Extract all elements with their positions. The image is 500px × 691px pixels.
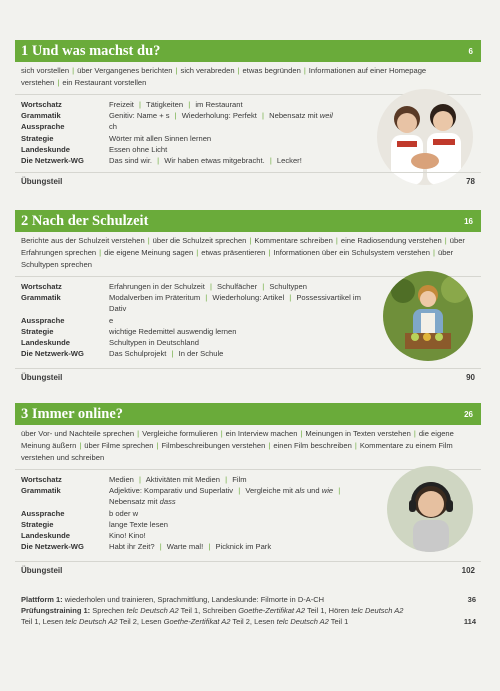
row-label: Strategie [21,133,54,143]
goal-item: einen Film beschreiben [273,441,352,450]
chapter-1 [15,40,481,186]
row-label: Wortschatz [21,100,62,109]
goal-item: über Vergangenes berichten [77,66,173,75]
separator: | [354,441,357,450]
row-label: Landeskunde [21,531,70,541]
goal-item: über Filme sprechen [84,441,154,450]
separator: | [300,429,303,438]
chapter-goals [15,425,481,470]
row-label: Grammatik [21,486,61,496]
goal-item: über Schultypen sprechen [21,248,454,269]
goal-item: Vergleiche formulieren [142,429,218,438]
row-label: Grammatik [21,293,61,303]
separator: | [432,248,435,257]
separator: | [57,78,60,87]
goal-item: die eigene Meinung äußern [21,429,454,450]
separator: | [268,248,271,257]
pruefung-text: Sprechen telc Deutsch A2 Teil 1, Schreiben Goethe-Zertifikat A2 Teil 1, Hören telc Deutsch A2 [92,606,404,615]
separator: | [413,429,416,438]
plattform-text: wiederholen und trainieren, Sprachmittlung, Landeskunde: Filmorte in D-A-CH [64,595,325,604]
chapter-page-number: 16 [464,216,473,226]
pruefung-page-number: 114 [463,617,476,626]
exercise-label: Übungsteil [21,566,63,575]
goal-item: sich verabreden [180,66,235,75]
row-value: Erfahrungen in der Schulzeit | Schulfächer | Schultypen [109,282,307,291]
row-label: Strategie [21,519,54,529]
goal-item: Berichte aus der Schulzeit verstehen [21,236,145,245]
goal-item: Informationen auf einer Homepage verstehen [21,66,427,87]
exercise-label: Übungsteil [21,373,63,382]
row-value: wichtige Redemittel auswendig lernen [109,326,237,336]
chapter-title: 2 Nach der Schulzeit [21,212,149,229]
row-value: Wörter mit allen Sinnen lernen [109,133,212,143]
chapter-2-photo [383,271,473,361]
chapter-goals [15,232,481,277]
pruefung-row[interactable] [21,605,476,616]
goal-item: etwas begründen [242,66,301,75]
chapter-page-number: 26 [464,409,473,419]
chapter-overview-table [15,95,481,179]
row-value: Adjektive: Komparativ und Superlativ | Vergleiche mit als und wie | Nebensatz mit dass [109,486,341,507]
goal-item: über Erfahrungen sprechen [21,236,465,257]
row-label: Strategie [21,326,54,336]
row-value: Genitiv: Name + s | Wiederholung: Perfekt | Nebensatz mit weil [109,111,333,121]
row-value: Kino! Kino! [109,531,146,541]
chapter-2 [15,210,481,382]
chapter-3-header[interactable] [15,403,481,425]
row-label: Wortschatz [21,475,62,484]
row-value: b oder w [109,508,139,518]
row-value: Schultypen in Deutschland [109,338,199,348]
chapter-2-header[interactable] [15,210,481,232]
row-value: Habt ihr Zeit? | Warte mal! | Picknick im Park [109,542,272,552]
row-label: Die Netzwerk-WG [21,156,84,166]
goal-item: sich vorstellen [21,66,70,75]
plattform-page-number: 36 [467,595,476,604]
exercise-section-link[interactable] [15,172,481,190]
separator: | [137,429,140,438]
chapter-3-photo [387,466,473,552]
row-label: Aussprache [21,315,65,325]
separator: | [196,248,199,257]
row-label: Die Netzwerk-WG [21,542,84,552]
separator: | [268,441,271,450]
separator: | [72,66,75,75]
row-value: Freizeit | Tätigkeiten | im Restaurant [109,100,243,109]
exercise-page-number: 78 [466,177,475,186]
separator: | [79,441,82,450]
plattform-row[interactable] [21,594,476,605]
goal-item: über die Schulzeit sprechen [152,236,247,245]
goal-item: etwas präsentieren [201,248,266,257]
row-label: Landeskunde [21,144,70,154]
goal-item: Meinungen in Texten verstehen [305,429,411,438]
goal-item: Filmbeschreibungen verstehen [161,441,266,450]
row-value: Das sind wir. | Wir haben etwas mitgebracht. | Lecker! [109,156,302,166]
exercise-section-link[interactable] [15,561,481,579]
separator: | [335,236,338,245]
goal-item: über Vor- und Nachteile sprechen [21,429,135,438]
row-label: Landeskunde [21,338,70,348]
pruefung-row-cont [21,616,476,627]
row-label: Aussprache [21,122,65,132]
pruefung-label: Prüfungstraining 1: [21,606,91,615]
platform-training-section [21,594,476,627]
chapter-title: 1 Und was machst du? [21,42,161,59]
exercise-page-number: 90 [466,373,475,382]
exercise-section-link[interactable] [15,368,481,386]
goal-item: ein Interview machen [225,429,298,438]
separator: | [175,66,178,75]
row-value: Das Schulprojekt | In der Schule [109,349,224,359]
plattform-label: Plattform 1: [21,595,63,604]
row-label: Aussprache [21,508,65,518]
chapter-overview-table [15,277,481,367]
separator: | [99,248,102,257]
separator: | [147,236,150,245]
separator: | [303,66,306,75]
row-label: Die Netzwerk-WG [21,349,84,359]
exercise-label: Übungsteil [21,177,63,186]
row-value: Essen ohne Licht [109,144,168,154]
separator: | [444,236,447,245]
row-label: Wortschatz [21,282,62,291]
row-value: lange Texte lesen [109,519,168,529]
goal-item: Kommentare zu einem Film verstehen und schreiben [21,441,453,462]
separator: | [220,429,223,438]
row-value: ch [109,122,118,132]
chapter-1-photo [377,89,473,185]
goal-item: Kommentare schreiben [254,236,333,245]
row-label: Grammatik [21,111,61,121]
goal-item: ein Restaurant vorstellen [62,78,147,87]
separator: | [156,441,159,450]
exercise-page-number: 102 [461,566,475,575]
chapter-overview-table [15,470,481,560]
row-value: Modalverben im Präteritum | Wiederholung: Artikel | Possessivartikel im Dativ [109,293,361,314]
chapter-3 [15,403,481,575]
chapter-1-header[interactable] [15,40,481,62]
goal-item: Informationen über ein Schulsystem verstehen [273,248,430,257]
row-value: e [109,315,114,325]
separator: | [237,66,240,75]
chapter-title: 3 Immer online? [21,405,124,422]
row-value: Medien | Aktivitäten mit Medien | Film [109,475,247,484]
separator: | [249,236,252,245]
pruefung-text-cont: Teil 1, Lesen telc Deutsch A2 Teil 2, Lesen Goethe-Zertifikat A2 Teil 2, Lesen telc Deutsch A2 Teil 1 [21,617,349,626]
goal-item: die eigene Meinung sagen [104,248,194,257]
goal-item: eine Radiosendung verstehen [340,236,442,245]
chapter-page-number: 6 [468,46,473,56]
